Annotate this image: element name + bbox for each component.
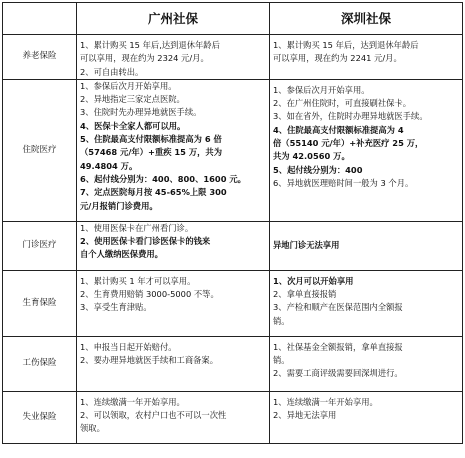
cell-line: 1、使用医保卡在广州看门诊。 <box>80 222 194 233</box>
cell-line: 1、连续缴满一年开始享用。 <box>80 396 185 407</box>
header-guangzhou: 广州社保 <box>77 3 270 35</box>
cell-line: 领取。 <box>80 423 105 434</box>
guangzhou-cell <box>77 221 270 270</box>
guangzhou-cell <box>77 270 270 336</box>
shenzhen-cell <box>270 270 463 336</box>
cell-line: 销。 <box>273 355 290 366</box>
cell-line: 共为 42.0560 万。 <box>273 151 350 162</box>
shenzhen-cell <box>270 221 463 270</box>
cell-line: 可以享用，现在约为 2324 元/月。 <box>80 53 209 64</box>
table-row-maternity <box>3 270 463 336</box>
shenzhen-cell <box>270 336 463 391</box>
cell-line: 1、参保后次月开始享用。 <box>80 80 177 91</box>
shenzhen-cell <box>270 79 463 221</box>
row-category: 工伤保险 <box>3 336 77 391</box>
cell-line: 6、异地就医理赔时间一般为 3 个月。 <box>273 177 414 188</box>
cell-line: 1、连续缴满一年开始享用。 <box>273 396 378 407</box>
guangzhou-cell <box>77 336 270 391</box>
cell-line: 6、起付线分别为：400、800、1600 元。 <box>80 173 246 184</box>
cell-line: 5、住院最高支付限额标准提高为 6 倍 <box>80 134 222 145</box>
cell-line: 5、起付线分别为：400 <box>273 164 363 175</box>
cell-line: 2、拿单直接报销 <box>273 289 337 300</box>
cell-line: 3、住院时先办理异地就医手续。 <box>80 107 202 118</box>
shenzhen-cell <box>270 35 463 80</box>
cell-line: 1、累计购买 1 年才可以享用。 <box>80 275 196 286</box>
cell-line: 1、申报当日起开始赔付。 <box>80 341 177 352</box>
table-row-unemployment <box>3 391 463 443</box>
table-row-work-injury <box>3 336 463 391</box>
row-category: 失业保险 <box>3 391 77 443</box>
cell-line: 元/月报销门诊费用。 <box>80 200 158 211</box>
cell-line: 2、需要工商评级需要回深圳进行。 <box>273 368 403 379</box>
cell-line: 异地门诊无法享用 <box>273 240 340 251</box>
cell-line: 3、产检和顺产在医保范围内全额报 <box>273 302 403 313</box>
cell-line: 倍（55140 元/年）+补充医疗 25 万， <box>273 138 424 149</box>
cell-line: 1、参保后次月开始享用。 <box>273 84 370 95</box>
cell-line: 3、享受生育津贴。 <box>80 302 152 313</box>
header-corner <box>3 3 77 35</box>
cell-line: 2、异地指定三家定点医院。 <box>80 94 185 105</box>
guangzhou-cell <box>77 391 270 443</box>
cell-line: 3、如在省外，住院时办理异地就医手续。 <box>273 111 428 122</box>
cell-line: 自个人缴纳医保费用。 <box>80 249 163 260</box>
cell-line: 2、可自由转出。 <box>80 66 144 77</box>
row-category: 养老保险 <box>3 35 77 80</box>
guangzhou-cell <box>77 35 270 80</box>
row-category: 门诊医疗 <box>3 221 77 270</box>
table-row-inpatient <box>3 79 463 221</box>
cell-line: 1、次月可以开始享用 <box>273 275 354 286</box>
cell-line: 2、使用医保卡看门诊医保卡的钱来 <box>80 236 211 247</box>
cell-line: 2、在广州住院时，可直接刷社保卡。 <box>273 98 412 109</box>
table-row-pension <box>3 35 463 80</box>
cell-line: 4、住院最高支付限额标准提高为 4 <box>273 124 404 135</box>
cell-line: 2、异地无法享用 <box>273 410 337 421</box>
cell-line: 2、可以领取，农村户口也不可以一次性 <box>80 410 227 421</box>
cell-line: 49.4804 万。 <box>80 160 138 171</box>
cell-line: 1、社保基金全额报销，拿单直接报 <box>273 341 403 352</box>
guangzhou-cell <box>77 79 270 221</box>
header-shenzhen: 深圳社保 <box>270 3 463 35</box>
row-category: 生育保险 <box>3 270 77 336</box>
social-insurance-comparison-table <box>2 2 463 444</box>
cell-line: 销。 <box>273 315 290 326</box>
cell-line: （57468 元/年）+重疾 15 万，共为 <box>80 147 223 158</box>
cell-line: 7、定点医院每月按 45-65%上限 300 <box>80 187 227 198</box>
shenzhen-cell <box>270 391 463 443</box>
cell-line: 2、生育费用赔销 3000-5000 不等。 <box>80 289 219 300</box>
row-category: 住院医疗 <box>3 79 77 221</box>
header-row <box>3 3 463 35</box>
table-row-outpatient <box>3 221 463 270</box>
cell-line: 可以享用，现在约为 2241 元/月。 <box>273 53 402 64</box>
cell-line: 4、医保卡全家人都可以用。 <box>80 120 186 131</box>
cell-line: 1、累计购买 15 年后，达到退休年龄后 <box>273 40 419 50</box>
cell-line: 2、要办理异地就医手续和工商备案。 <box>80 355 219 366</box>
cell-line: 1、累计购买 15 年后,达到退休年龄后 <box>80 40 220 50</box>
